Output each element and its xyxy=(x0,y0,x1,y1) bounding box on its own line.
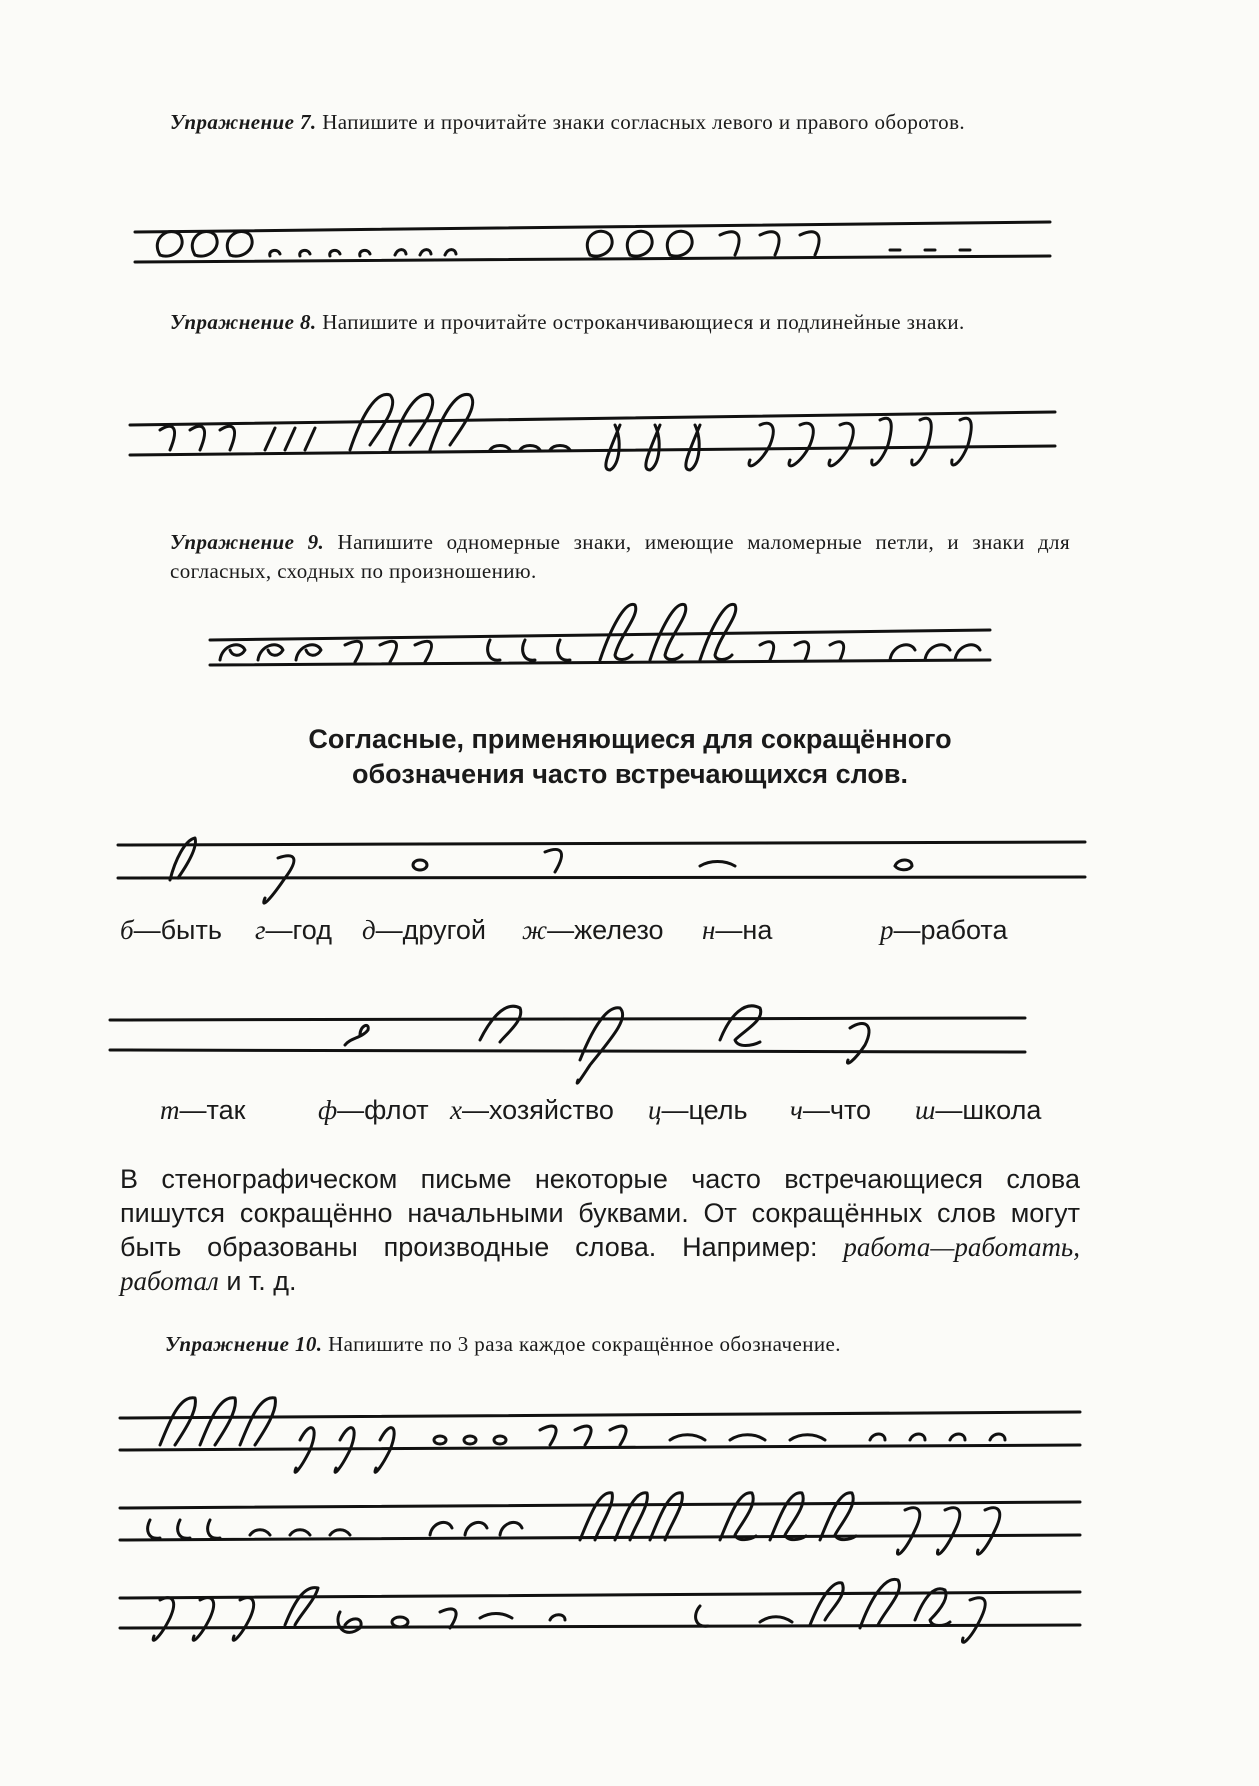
abbr-zh: ж—железо xyxy=(522,915,664,945)
exercise-label: Упражнение 9. xyxy=(170,530,325,554)
shorthand-line-abbr1 xyxy=(118,838,1085,903)
heading-line-1: Согласные, применяющиеся для сокращённого xyxy=(308,724,952,754)
shorthand-line-ex10c xyxy=(120,1579,1080,1642)
paragraph-text: В стенографическом письме некоторые часто встречающиеся слова пишутся сокращённо начальными буквами. От сокращённых слов могут быть образованы производные слова. Например: xyxy=(120,1164,1080,1262)
paragraph-example: работа—работать, работал xyxy=(120,1232,1080,1296)
abbr-b: б—быть xyxy=(120,915,222,945)
abbr-h: х—хозяйство xyxy=(450,1095,614,1125)
exercise-text: Напишите одномерные знаки, имеющие маломерные петли, и знаки для согласных, сходных по произношению. xyxy=(170,530,1071,583)
heading-line-2: обозначения часто встречающихся слов. xyxy=(352,759,908,789)
shorthand-line-ex9 xyxy=(210,604,990,665)
shorthand-line-ex7 xyxy=(135,222,1050,262)
abbr-t: т—так xyxy=(160,1095,246,1125)
abbr-r: р—работа xyxy=(880,915,1008,945)
exercise-label: Упражнение 7. xyxy=(170,110,317,134)
exercise-text: Напишите по 3 раза каждое сокращённое обозначение. xyxy=(328,1332,841,1356)
abbr-f: ф—флот xyxy=(318,1095,429,1125)
abbr-n: н—на xyxy=(702,915,773,945)
shorthand-line-ex8 xyxy=(130,394,1055,470)
shorthand-line-ex10b xyxy=(120,1493,1080,1555)
exercise-text: Напишите и прочитайте знаки согласных левого и правого оборотов. xyxy=(322,110,966,134)
exercise-label: Упражнение 10. xyxy=(165,1332,323,1356)
exercise-text: Напишите и прочитайте остроканчивающиеся и подлинейные знаки. xyxy=(322,310,965,334)
abbr-d: д—другой xyxy=(362,915,486,945)
shorthand-line-ex10a xyxy=(120,1398,1080,1473)
shorthand-line-abbr2 xyxy=(110,1006,1025,1083)
abbr-g: г—год xyxy=(255,915,332,945)
abbr-ts: ц—цель xyxy=(648,1095,748,1125)
abbr-ch: ч—что xyxy=(790,1095,872,1125)
paragraph-suffix: и т. д. xyxy=(226,1266,297,1296)
abbr-sh: ш—школа xyxy=(915,1095,1042,1125)
exercise-label: Упражнение 8. xyxy=(170,310,317,334)
